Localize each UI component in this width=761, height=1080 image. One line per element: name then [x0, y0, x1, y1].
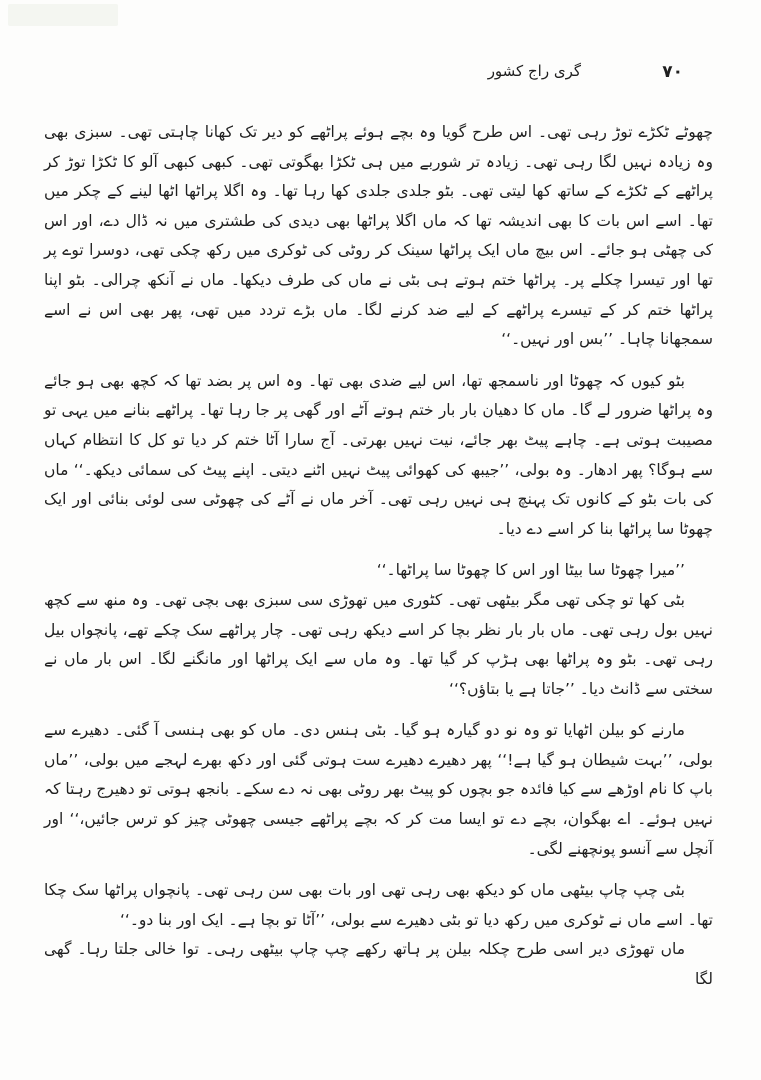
paragraph: بٹی کھا تو چکی تھی مگر بیٹھی تھی۔ کٹوری میں تھوڑی سی سبزی بھی بچی تھی۔ وہ منھ سے کچھ نہیں بول رہی تھی۔ ماں بار بار نظر بچا کر اسے دیکھ رہی تھی۔ چار پراٹھے سک چکے تھے، پانچواں بیل رہی تھی۔ بٹو وہ پراٹھا بھی ہڑپ کر گیا تھا۔ وہ ماں سے ایک پراٹھا اور مانگنے لگا۔ اس بار ماں نے سختی سے ڈانٹ دیا۔ ’’جاتا ہے یا بتاؤں؟‘‘	[44, 590, 713, 698]
paragraph: بٹی چپ چاپ بیٹھی ماں کو دیکھ بھی رہی تھی اور بات بھی سن رہی تھی۔ پانچواں پراٹھا سک چکا تھا۔ اسے ماں نے ٹوکری میں رکھ دیا تو بٹی دھیرے سے بولی، ’’آٹا تو بچا ہے۔ ایک اور بنا دو۔‘‘	[44, 881, 713, 929]
paragraph: مارنے کو بیلن اٹھایا تو وہ نو دو گیارہ ہو گیا۔ بٹی ہنس دی۔ ماں کو بھی ہنسی آ گئی۔ دھیرے سے بولی، ’’بہت شیطان ہو گیا ہے!‘‘ پھر دھیرے دھیرے ست ہوتی گئی اور دکھ بھرے لہجے میں بولی، ’’ماں باپ کا نام اوڑھے سے کیا فائدہ جو بچوں کو پیٹ بھر روٹی بھی نہ دے سکے۔ بانجھ ہوتی تو دھیرج رہتا کہ نہیں ہوئے۔ اے بھگوان، بچے دے تو ایسا مت کر کہ بچے پراٹھے جیسی چھوٹی چیز کو ترس جائیں،‘‘ اور آنچل سے آنسو پونچھنے لگی۔	[44, 721, 713, 858]
paragraph: چھوٹے ٹکڑے توڑ رہی تھی۔ اس طرح گویا وہ بچے ہوئے پراٹھے کو دیر تک کھانا چاہتی تھی۔ سبزی بھی وہ زیادہ نہیں لگا رہی تھی۔ زیادہ تر شوربے میں ہی ٹکڑا بھگوتی تھی۔ کبھی کبھی آلو کا ٹکڑا توڑ کر پراٹھے کے ٹکڑے کے ساتھ کھا لیتی تھی۔ بٹو جلدی جلدی کھا رہا تھا۔ وہ اگلا پراٹھا اٹھا لینے کے چکر میں تھا۔ اسے اس بات کا بھی اندیشہ تھا کہ ماں اگلا پراٹھا بھی دیدی کی طشتری میں نہ ڈال دے، اور اس کی چھٹی ہو جائے۔ اس بیچ ماں ایک پراٹھا سینک کر روٹی کی ٹوکری میں رکھ چکی تھی، دوسرا توے پر تھا اور تیسرا چکلے پر۔ پراٹھا ختم ہوتے ہی بٹی نے ماں کی طرف دیکھا۔ ماں نے آنکھ چرالی۔ بٹو اپنا پراٹھا ختم کر کے تیسرے پراٹھے کے لیے ضد کرنے لگا۔ ماں بڑے تردد میں تھی، پھر بھی اس نے اسے سمجھانا چاہا۔ ’’بس اور نہیں۔‘‘	[44, 123, 713, 349]
paragraph: ماں تھوڑی دیر اسی طرح چکلہ بیلن پر ہاتھ رکھے چپ چاپ بیٹھی رہی۔ توا خالی جلتا رہا۔ گھی لگا	[44, 940, 713, 989]
page-header	[60, 62, 701, 90]
body-text	[44, 118, 713, 995]
scan-corner-mark	[8, 4, 118, 26]
quoted-line: ’’میرا چھوٹا سا بیٹا اور اس کا چھوٹا سا پراٹھا۔‘‘	[376, 561, 685, 580]
running-title: گری راج کشور	[487, 62, 581, 80]
page-number: ۷۰	[662, 62, 683, 82]
paragraph: بٹو کیوں کہ چھوٹا اور ناسمجھ تھا، اس لیے ضدی بھی تھا۔ وہ اس پر بضد تھا کہ کچھ بھی ہو جائے وہ پراٹھا ضرور لے گا۔ ماں کا دھیان بار بار ختم ہوتے آٹے اور گھی پر جا رہا تھا۔ پراٹھے بنانے میں یہی تو مصیبت ہوتی ہے۔ چاہے پیٹ بھر جائے، نیت نہیں بھرتی۔ آج سارا آٹا ختم کر دیا تو کل کا انتظام کہاں سے ہوگا؟ پھر ادھار۔ وہ بولی، ’’جیبھ کی کھوائی پیٹ نہیں اٹنے دیتی۔ اپنے پیٹ کی سمائی دیکھ۔‘‘ ماں کی بات بٹو کے کانوں تک پہنچ ہی نہیں رہی تھی۔ آخر ماں نے آٹے کی چھوٹی سی لوئی بنائی اور ایک چھوٹا سا پراٹھا بنا کر اسے دے دیا۔	[44, 371, 713, 538]
